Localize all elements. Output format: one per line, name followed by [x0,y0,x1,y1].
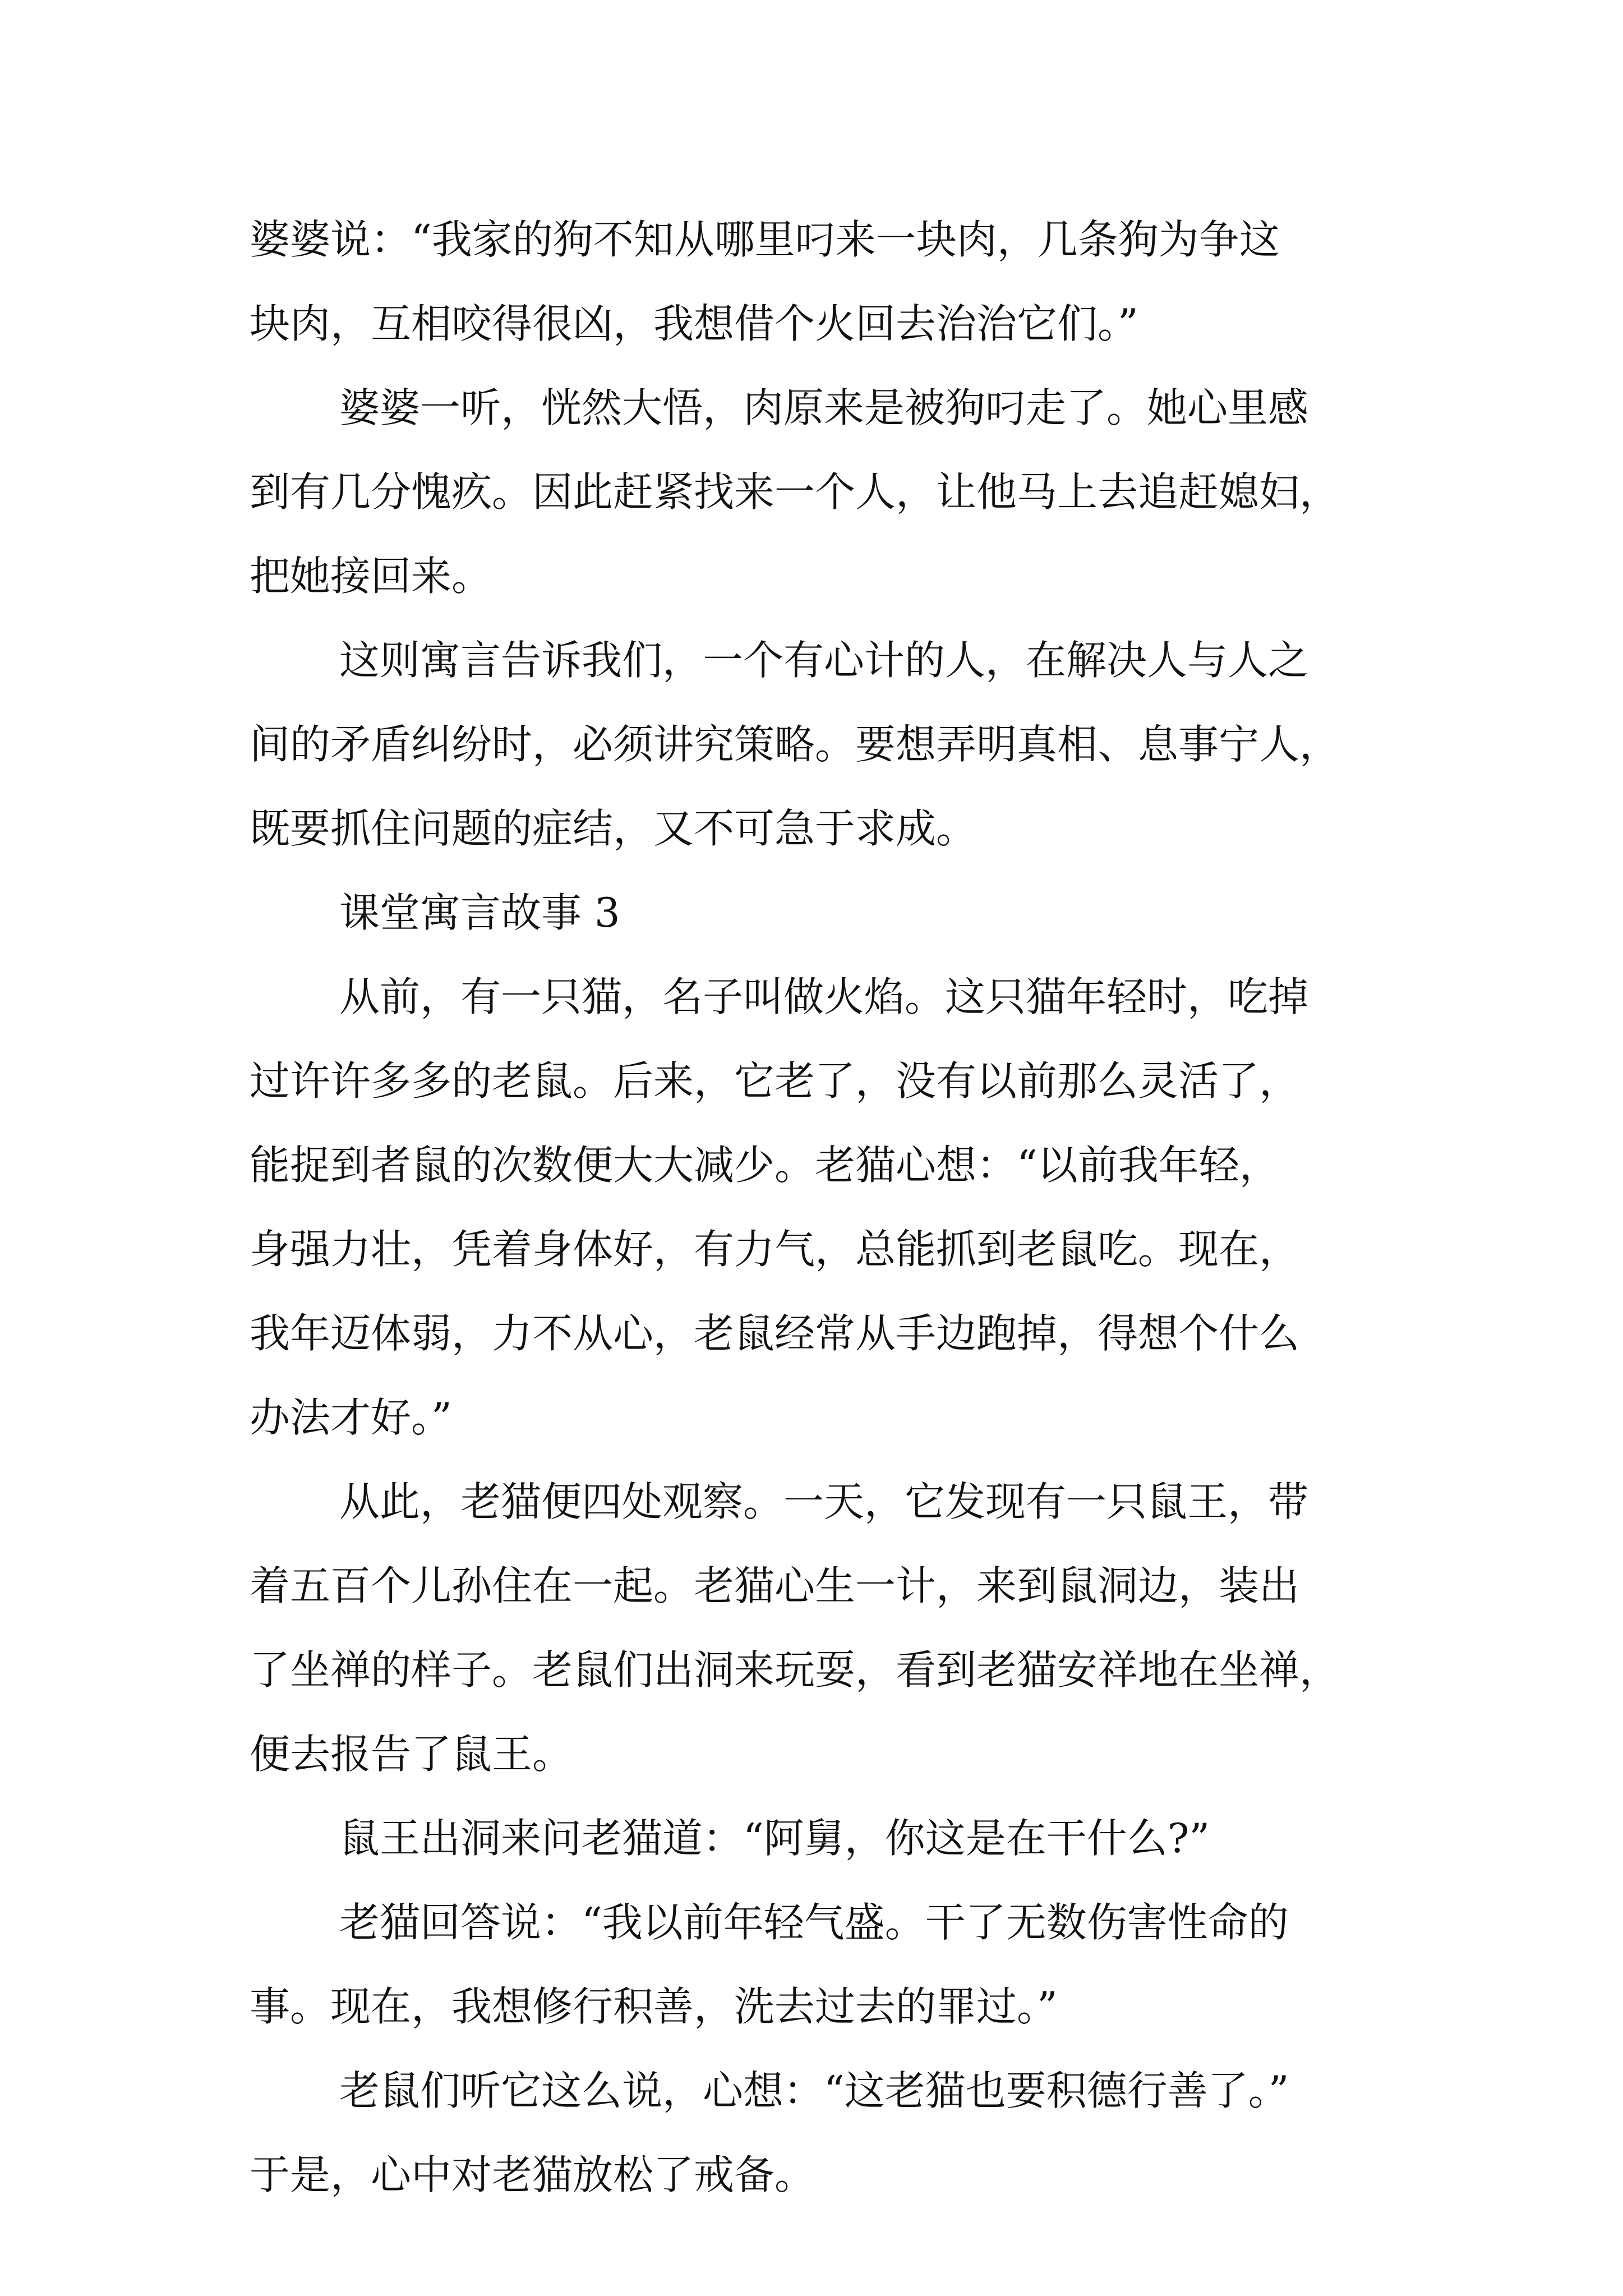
section-heading: 课堂寓言故事 3 [339,889,620,936]
text-line: 事。现在，我想修行积善，洗去过去的罪过。” [250,1983,1058,2030]
text-line: 既要抓住问题的症结，又不可急于求成。 [250,805,977,852]
text-line: 了坐禅的样子。老鼠们出洞来玩耍，看到老猫安祥地在坐禅， [250,1646,1340,1694]
text-line: 能捉到者鼠的次数便大大减少。老猫心想：“以前我年轻， [250,1142,1280,1189]
text-line: 身强力壮，凭着身体好，有力气，总能抓到老鼠吃。现在， [250,1226,1300,1273]
text-line: 到有几分愧疚。因此赶紧找来一个人，让他马上去追赶媳妇， [250,468,1340,516]
text-line: 把她接回来。 [250,553,492,600]
paragraph-line: 从前，有一只猫，名子叫做火焰。这只猫年轻时，吃掉 [339,973,1309,1020]
text-line: 过许许多多的老鼠。后来，它老了，没有以前那么灵活了， [250,1057,1300,1105]
document-body [250,197,1382,2217]
paragraph-line: 鼠王出洞来问老猫道：“阿舅，你这是在干什么?” [339,1815,1210,1862]
text-line: 便去报告了鼠王。 [250,1731,573,1778]
paragraph-line: 这则寓言告诉我们，一个有心计的人，在解决人与人之 [339,637,1309,684]
text-line: 间的矛盾纠纷时，必须讲究策略。要想弄明真相、息事宁人， [250,721,1340,768]
text-line: 于是，心中对老猫放松了戒备。 [250,2151,815,2198]
text-line: 着五百个儿孙住在一起。老猫心生一计，来到鼠洞边，装出 [250,1562,1300,1609]
paragraph-line: 从此，老猫便四处观察。一天，它发现有一只鼠王，带 [339,1478,1309,1525]
paragraph-line: 老鼠们听它这么说，心想：“这老猫也要积德行善了。” [339,2067,1289,2114]
paragraph-line: 婆婆一听，恍然大悟，肉原来是被狗叼走了。她心里感 [339,384,1309,431]
text-line: 我年迈体弱，力不从心，老鼠经常从手边跑掉，得想个什么 [250,1310,1300,1357]
text-line: 办法才好。” [250,1394,452,1441]
paragraph-line: 老猫回答说：“我以前年轻气盛。干了无数伤害性命的 [339,1899,1289,1946]
text-line: 块肉，互相咬得很凶，我想借个火回去治治它们。” [250,300,1138,347]
text-line: 婆婆说：“我家的狗不知从哪里叼来一块肉，几条狗为争这 [250,216,1280,263]
